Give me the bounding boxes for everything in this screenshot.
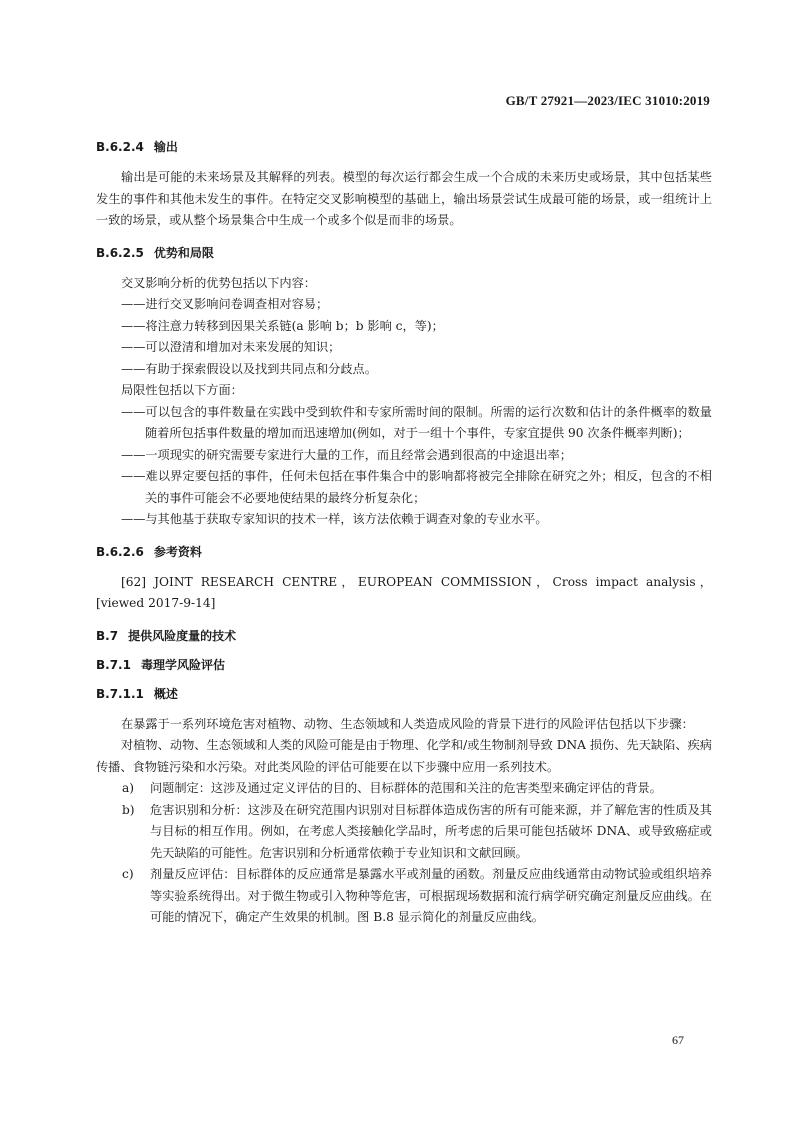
list-item: ——将注意力转移到因果关系链(a 影响 b；b 影响 c，等)； [121,318,444,333]
reference-text: JOINT RESEARCH CENTRE，EUROPEAN COMMISSION，Cross impact analysis，[viewed 2017-9-14] [96,574,712,610]
section-heading-b711 [96,685,712,702]
list-label: c) [122,867,134,881]
section-number: B.7.1 [96,657,131,672]
reference-entry [96,572,712,615]
section-title: 提供风险度量的技术 [128,628,237,643]
reference-label: [62] [121,574,147,589]
section-title: 毒理学风险评估 [140,657,225,672]
list-text: 危害识别和分析：这涉及在研究范围内识别对目标群体造成伤害的所有可能来源，并了解危害的性质及其与目标的相互作用。例如，在考虑人类接触化学品时，所考虑的后果可能包括破坏 DNA、或导致癌症或先天缺陷的可能性。危害识别和分析通常依赖于专业知识和文献回顾。 [150,802,712,860]
list-label: a) [122,781,135,795]
section-number: B.6.2.4 [96,140,144,154]
page-content [96,138,712,929]
list-item: ——难以界定要包括的事件，任何未包括在事件集合中的影响都将被完全排除在研究之外；相反，包含的不相关的事件可能会不必要地使结果的最终分析复杂化； [121,469,712,505]
list-item [96,778,712,800]
paragraph: 输出是可能的未来场景及其解释的列表。模型的每次运行都会生成一个合成的未来历史或场景，其中包括某些发生的事件和其他未发生的事件。在特定交叉影响模型的基础上，输出场景尝试生成最可能的场景，或一组统计上一致的场景，或从整个场景集合中生成一个或多个似是而非的场景。 [96,170,712,227]
list-item: ——进行交叉影响问卷调查相对容易； [121,297,329,311]
section-heading-b7 [96,627,712,644]
section-title: 概述 [153,686,178,701]
standard-number-header: GB/T 27921—2023/IEC 31010:2019 [505,93,710,108]
section-title: 优势和局限 [153,245,214,260]
section-number: B.6.2.5 [96,245,144,260]
section-number: B.6.2.6 [96,544,144,559]
section-heading-b626 [96,543,712,560]
section-heading-b625 [96,244,712,261]
section-number: B.7.1.1 [96,686,144,701]
list-item: ——有助于探索假设以及找到共同点和分歧点。 [121,361,377,376]
list-text: 剂量反应评估：目标群体的反应通常是暴露水平或剂量的函数。剂量反应曲线通常由动物试验或组织培养等实验系统得出。对于微生物或引入物种等危害，可根据现场数据和流行病学研究确定剂量反应曲线。在可能的情况下，确定产生效果的机制。图 B.8 显示简化的剂量反应曲线。 [150,867,712,924]
page-number: 67 [672,1033,684,1047]
list-item: ——可以澄清和增加对未来发展的知识； [121,340,341,354]
list-item [96,800,712,865]
paragraph: 局限性包括以下方面： [121,383,243,397]
paragraph: 对植物、动物、生态领域和人类的风险可能是由于物理、化学和/或生物制剂导致 DNA 损伤、先天缺陷、疾病传播、食物链污染和水污染。对此类风险的评估可能要在以下步骤中应用一系列技术。 [96,738,712,774]
list-label: b) [122,802,135,817]
list-text: 问题制定：这涉及通过定义评估的目的、目标群体的范围和关注的危害类型来确定评估的背景。 [150,781,662,795]
section-number: B.7 [96,628,119,643]
list-item [96,864,712,929]
list-item: ——一项现实的研究需要专家进行大量的工作，而且经常会遇到很高的中途退出率； [121,447,572,462]
section-heading-b71 [96,656,712,673]
paragraph: 交叉影响分析的优势包括以下内容： [121,275,316,290]
paragraph: 在暴露于一系列环境危害对植物、动物、生态领域和人类造成风险的背景下进行的风险评估包括以下步骤： [121,716,694,731]
section-title: 参考资料 [153,544,202,559]
list-item: ——与其他基于获取专家知识的技术一样，该方法依赖于调查对象的专业水平。 [121,512,548,526]
section-heading-b624 [96,138,712,155]
list-item: ——可以包含的事件数量在实践中受到软件和专家所需时间的限制。所需的运行次数和估计的条件概率的数量随着所包括事件数量的增加而迅速增加(例如，对于一组十个事件，专家宜提供 90 次条件概率判断)； [121,404,712,440]
section-title: 输出 [153,140,178,154]
